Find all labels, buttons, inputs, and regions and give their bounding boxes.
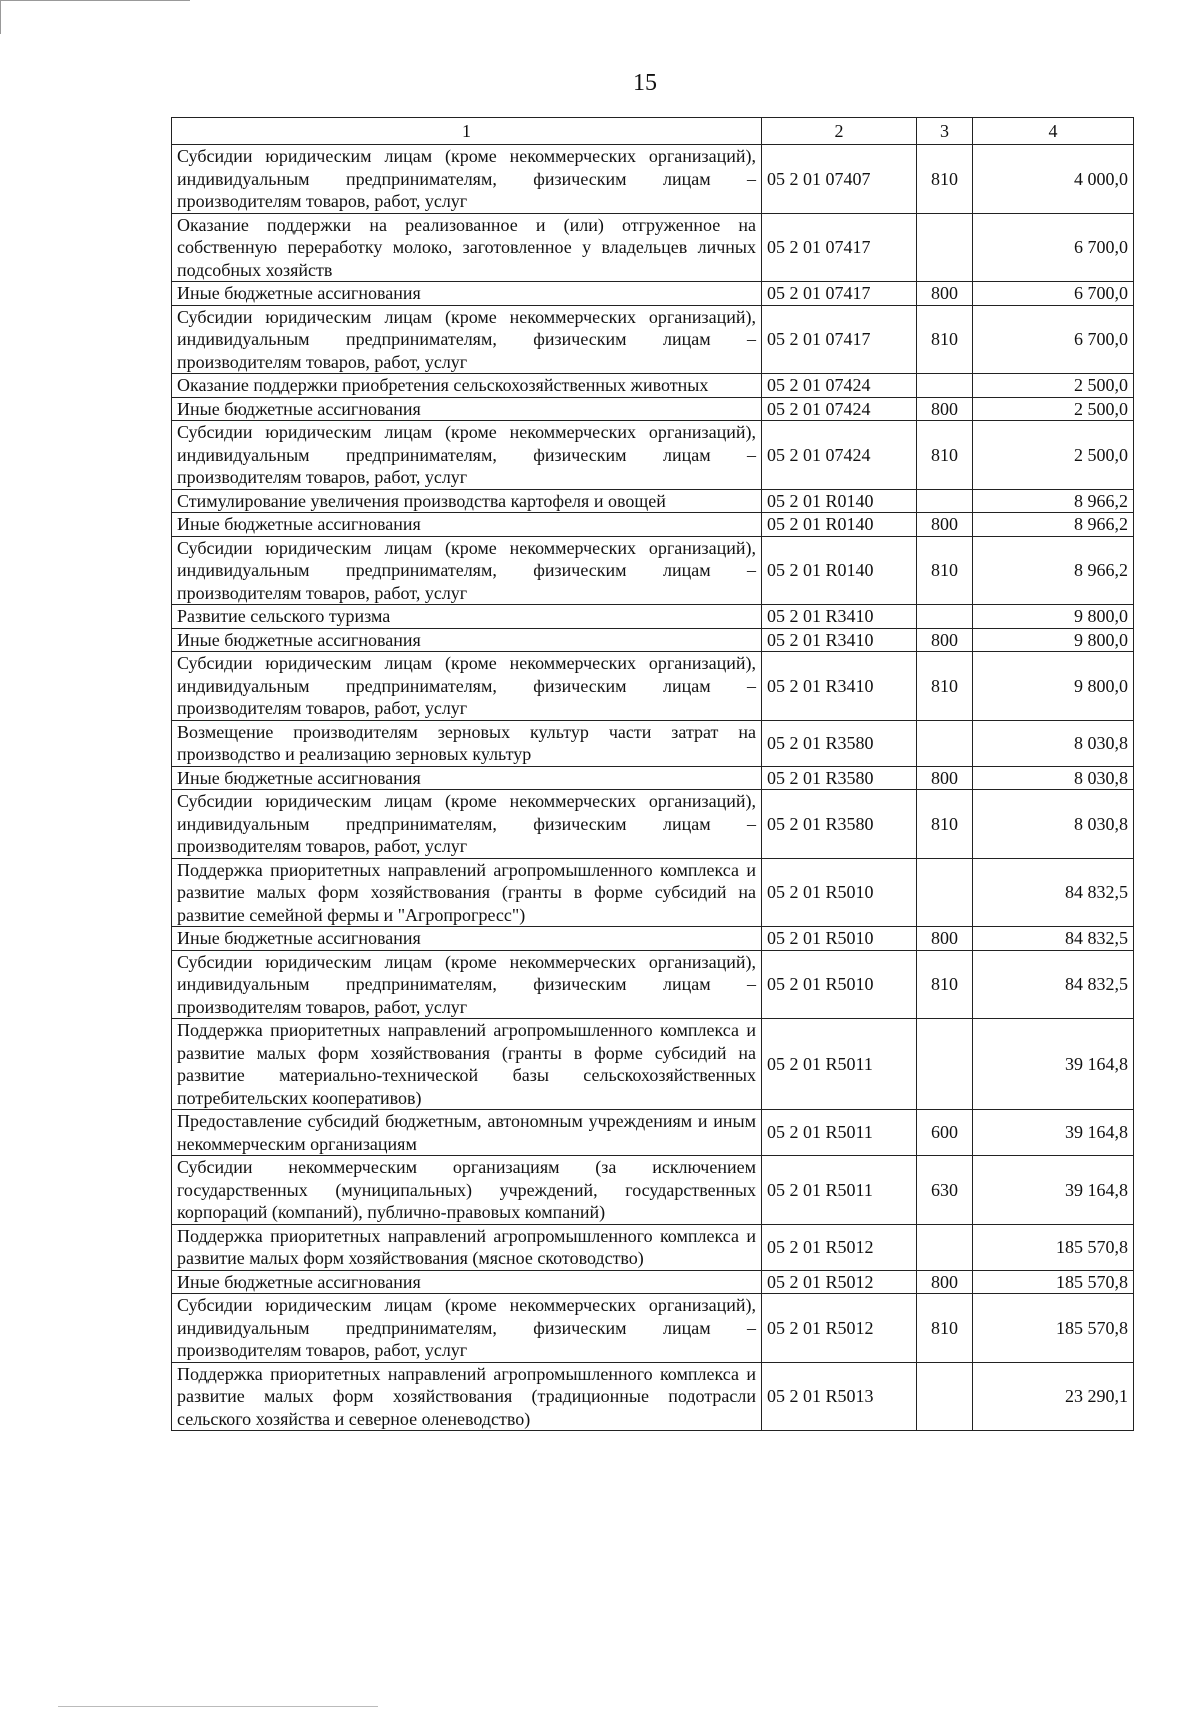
row-name-cell: Иные бюджетные ассигнования <box>172 766 762 790</box>
scan-edge-mark <box>0 0 1 34</box>
table-row <box>172 374 1134 398</box>
row-sum-cell: 185 570,8 <box>973 1270 1134 1294</box>
column-header-sum: 4 <box>973 118 1134 145</box>
row-code-cell: 05 2 01 07424 <box>762 374 917 398</box>
row-code-cell: 05 2 01 07407 <box>762 145 917 214</box>
table-row <box>172 790 1134 859</box>
table-row <box>172 605 1134 629</box>
row-type-cell: 810 <box>917 790 973 859</box>
row-sum-cell: 39 164,8 <box>973 1156 1134 1225</box>
table-row <box>172 1294 1134 1363</box>
table-row <box>172 421 1134 490</box>
row-name-cell: Иные бюджетные ассигнования <box>172 397 762 421</box>
row-sum-cell: 6 700,0 <box>973 213 1134 282</box>
row-type-cell: 600 <box>917 1110 973 1156</box>
column-header-name: 1 <box>172 118 762 145</box>
row-name-cell: Субсидии юридическим лицам (кроме некоммерческих организаций), индивидуальным предпринимателям, физическим лицам – производителям товаров, работ, услуг <box>172 652 762 721</box>
row-type-cell: 800 <box>917 397 973 421</box>
row-code-cell: 05 2 01 07417 <box>762 282 917 306</box>
row-sum-cell: 6 700,0 <box>973 282 1134 306</box>
row-sum-cell: 39 164,8 <box>973 1019 1134 1110</box>
row-type-cell <box>917 858 973 927</box>
row-type-cell <box>917 1362 973 1431</box>
row-code-cell: 05 2 01 07417 <box>762 305 917 374</box>
row-name-cell: Субсидии юридическим лицам (кроме некоммерческих организаций), индивидуальным предпринимателям, физическим лицам – производителям товаров, работ, услуг <box>172 950 762 1019</box>
row-code-cell: 05 2 01 R3410 <box>762 628 917 652</box>
table-row <box>172 536 1134 605</box>
row-type-cell: 810 <box>917 950 973 1019</box>
table-row <box>172 927 1134 951</box>
page-number: 15 <box>633 70 657 96</box>
table-row <box>172 1362 1134 1431</box>
row-name-cell: Субсидии юридическим лицам (кроме некоммерческих организаций), индивидуальным предпринимателям, физическим лицам – производителям товаров, работ, услуг <box>172 145 762 214</box>
row-type-cell <box>917 720 973 766</box>
table-row <box>172 858 1134 927</box>
row-type-cell: 800 <box>917 628 973 652</box>
table-row <box>172 397 1134 421</box>
row-sum-cell: 9 800,0 <box>973 605 1134 629</box>
table-row <box>172 652 1134 721</box>
row-sum-cell: 84 832,5 <box>973 950 1134 1019</box>
row-code-cell: 05 2 01 07424 <box>762 397 917 421</box>
row-type-cell: 810 <box>917 536 973 605</box>
row-code-cell: 05 2 01 R5011 <box>762 1156 917 1225</box>
row-sum-cell: 9 800,0 <box>973 652 1134 721</box>
row-code-cell: 05 2 01 R5011 <box>762 1110 917 1156</box>
row-sum-cell: 8 966,2 <box>973 536 1134 605</box>
table-row <box>172 213 1134 282</box>
row-code-cell: 05 2 01 R3410 <box>762 605 917 629</box>
row-code-cell: 05 2 01 R5011 <box>762 1019 917 1110</box>
budget-table <box>171 117 1134 1431</box>
row-name-cell: Поддержка приоритетных направлений агропромышленного комплекса и развитие малых форм хозяйствования (традиционные подотрасли сельского хозяйства и северное оленеводство) <box>172 1362 762 1431</box>
row-code-cell: 05 2 01 R5010 <box>762 927 917 951</box>
column-header-code: 2 <box>762 118 917 145</box>
row-type-cell: 810 <box>917 421 973 490</box>
row-type-cell: 800 <box>917 766 973 790</box>
row-name-cell: Иные бюджетные ассигнования <box>172 927 762 951</box>
row-type-cell <box>917 605 973 629</box>
row-code-cell: 05 2 01 R5012 <box>762 1224 917 1270</box>
table-row <box>172 628 1134 652</box>
row-sum-cell: 39 164,8 <box>973 1110 1134 1156</box>
row-sum-cell: 84 832,5 <box>973 927 1134 951</box>
row-type-cell: 810 <box>917 305 973 374</box>
row-sum-cell: 2 500,0 <box>973 374 1134 398</box>
table-row <box>172 305 1134 374</box>
row-code-cell: 05 2 01 07417 <box>762 213 917 282</box>
row-type-cell: 800 <box>917 1270 973 1294</box>
row-type-cell: 810 <box>917 1294 973 1363</box>
row-code-cell: 05 2 01 R3410 <box>762 652 917 721</box>
table-row <box>172 1156 1134 1225</box>
row-code-cell: 05 2 01 R0140 <box>762 536 917 605</box>
table-row <box>172 513 1134 537</box>
row-sum-cell: 4 000,0 <box>973 145 1134 214</box>
table-row <box>172 720 1134 766</box>
row-type-cell <box>917 374 973 398</box>
row-name-cell: Возмещение производителям зерновых культур части затрат на производство и реализацию зерновых культур <box>172 720 762 766</box>
row-name-cell: Предоставление субсидий бюджетным, автономным учреждениям и иным некоммерческим организациям <box>172 1110 762 1156</box>
row-code-cell: 05 2 01 R0140 <box>762 489 917 513</box>
row-sum-cell: 8 030,8 <box>973 790 1134 859</box>
row-name-cell: Субсидии юридическим лицам (кроме некоммерческих организаций), индивидуальным предпринимателям, физическим лицам – производителям товаров, работ, услуг <box>172 305 762 374</box>
row-name-cell: Иные бюджетные ассигнования <box>172 282 762 306</box>
row-code-cell: 05 2 01 R3580 <box>762 766 917 790</box>
scan-edge-mark <box>58 1706 378 1707</box>
row-sum-cell: 2 500,0 <box>973 397 1134 421</box>
row-code-cell: 05 2 01 R3580 <box>762 720 917 766</box>
table-row <box>172 766 1134 790</box>
row-name-cell: Стимулирование увеличения производства картофеля и овощей <box>172 489 762 513</box>
row-name-cell: Поддержка приоритетных направлений агропромышленного комплекса и развитие малых форм хозяйствования (мясное скотоводство) <box>172 1224 762 1270</box>
row-name-cell: Развитие сельского туризма <box>172 605 762 629</box>
table-row <box>172 1019 1134 1110</box>
row-name-cell: Иные бюджетные ассигнования <box>172 1270 762 1294</box>
column-header-type: 3 <box>917 118 973 145</box>
row-type-cell <box>917 1019 973 1110</box>
row-sum-cell: 6 700,0 <box>973 305 1134 374</box>
row-name-cell: Иные бюджетные ассигнования <box>172 513 762 537</box>
row-name-cell: Поддержка приоритетных направлений агропромышленного комплекса и развитие малых форм хозяйствования (гранты в форме субсидий на развитие семейной фермы и "Агропрогресс") <box>172 858 762 927</box>
row-name-cell: Субсидии юридическим лицам (кроме некоммерческих организаций), индивидуальным предпринимателям, физическим лицам – производителям товаров, работ, услуг <box>172 536 762 605</box>
table-row <box>172 1224 1134 1270</box>
row-sum-cell: 185 570,8 <box>973 1224 1134 1270</box>
table-row <box>172 1110 1134 1156</box>
table-header-row <box>172 118 1134 145</box>
row-sum-cell: 8 030,8 <box>973 766 1134 790</box>
row-type-cell <box>917 213 973 282</box>
row-sum-cell: 8 966,2 <box>973 513 1134 537</box>
row-code-cell: 05 2 01 R0140 <box>762 513 917 537</box>
row-name-cell: Оказание поддержки приобретения сельскохозяйственных животных <box>172 374 762 398</box>
row-code-cell: 05 2 01 R5012 <box>762 1294 917 1363</box>
row-name-cell: Оказание поддержки на реализованное и (или) отгруженное на собственную переработку молоко, заготовленное у владельцев личных подсобных хозяйств <box>172 213 762 282</box>
row-code-cell: 05 2 01 R5010 <box>762 858 917 927</box>
row-sum-cell: 8 966,2 <box>973 489 1134 513</box>
row-name-cell: Субсидии юридическим лицам (кроме некоммерческих организаций), индивидуальным предпринимателям, физическим лицам – производителям товаров, работ, услуг <box>172 790 762 859</box>
row-sum-cell: 9 800,0 <box>973 628 1134 652</box>
row-sum-cell: 185 570,8 <box>973 1294 1134 1363</box>
row-sum-cell: 23 290,1 <box>973 1362 1134 1431</box>
row-type-cell: 630 <box>917 1156 973 1225</box>
table-row <box>172 489 1134 513</box>
row-type-cell: 800 <box>917 513 973 537</box>
row-code-cell: 05 2 01 R5013 <box>762 1362 917 1431</box>
row-type-cell: 800 <box>917 927 973 951</box>
row-name-cell: Поддержка приоритетных направлений агропромышленного комплекса и развитие малых форм хозяйствования (гранты в форме субсидий на развитие материально-технической базы сельскохозяйственных потребительских кооперативов) <box>172 1019 762 1110</box>
table-row <box>172 145 1134 214</box>
row-code-cell: 05 2 01 R5012 <box>762 1270 917 1294</box>
row-name-cell: Иные бюджетные ассигнования <box>172 628 762 652</box>
row-name-cell: Субсидии юридическим лицам (кроме некоммерческих организаций), индивидуальным предпринимателям, физическим лицам – производителям товаров, работ, услуг <box>172 421 762 490</box>
table-row <box>172 282 1134 306</box>
scan-edge-mark <box>0 0 190 1</box>
row-type-cell: 810 <box>917 652 973 721</box>
row-type-cell <box>917 1224 973 1270</box>
row-code-cell: 05 2 01 R5010 <box>762 950 917 1019</box>
table-row <box>172 950 1134 1019</box>
row-sum-cell: 8 030,8 <box>973 720 1134 766</box>
row-type-cell: 800 <box>917 282 973 306</box>
row-code-cell: 05 2 01 R3580 <box>762 790 917 859</box>
row-sum-cell: 2 500,0 <box>973 421 1134 490</box>
row-code-cell: 05 2 01 07424 <box>762 421 917 490</box>
row-type-cell: 810 <box>917 145 973 214</box>
row-name-cell: Субсидии юридическим лицам (кроме некоммерческих организаций), индивидуальным предпринимателям, физическим лицам – производителям товаров, работ, услуг <box>172 1294 762 1363</box>
row-name-cell: Субсидии некоммерческим организациям (за исключением государственных (муниципальных) учреждений, государственных корпораций (компаний), публично-правовых компаний) <box>172 1156 762 1225</box>
row-type-cell <box>917 489 973 513</box>
row-sum-cell: 84 832,5 <box>973 858 1134 927</box>
table-row <box>172 1270 1134 1294</box>
